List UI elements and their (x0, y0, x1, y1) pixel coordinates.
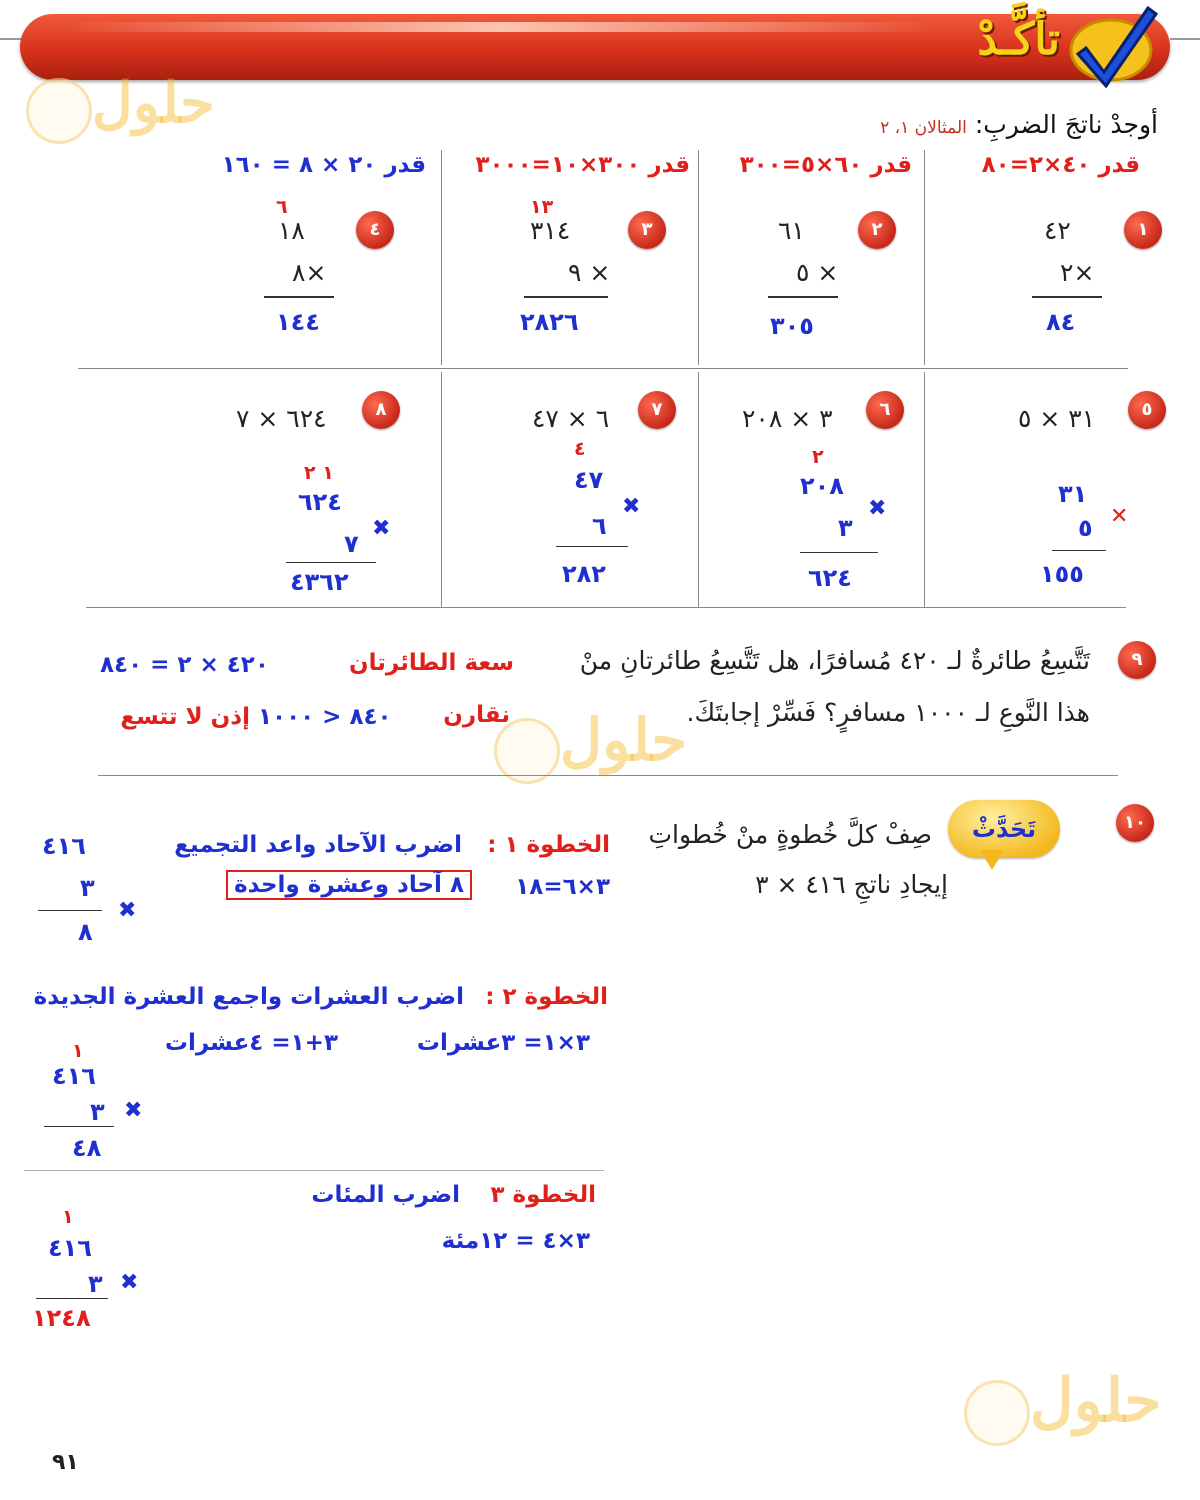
answer-9-compare-label: نقارن (443, 702, 510, 728)
step-1-answer: ٨ (78, 918, 93, 946)
step-3-text: اضرب المئات (311, 1182, 460, 1208)
watermark-text: حلول (92, 70, 215, 136)
answer-9-comparison: ٨٤٠ < ١٠٠٠ (258, 704, 392, 730)
answer: ٦٢٤ (808, 564, 852, 592)
step-2-multiplier: ٣ (90, 1098, 105, 1126)
exercise-number-10: ١٠ (1116, 804, 1154, 842)
step-2-calculation-1: ٣×١= ٣عشرات (416, 1030, 590, 1056)
grid-divider (698, 150, 699, 365)
solution-top: ٢٠٨ (800, 472, 844, 500)
solution-multiplier: ٣ (838, 514, 853, 542)
answer-rule (524, 296, 608, 298)
problem-7: ٦ × ٤٧ (532, 404, 610, 433)
multiplier: ٨× (292, 258, 327, 287)
answer-rule (800, 552, 878, 553)
exercise-number-2: ٢ (858, 211, 896, 249)
answer-9-expression: ٤٢٠ × ٢ = ٨٤٠ (100, 652, 269, 678)
times-icon: ✖ (868, 496, 887, 521)
carry-digits: ٢ (812, 446, 824, 468)
grid-divider (698, 372, 699, 607)
times-icon: ✖ (372, 516, 391, 541)
carry-digits: ٤ (574, 438, 586, 460)
answer-rule (264, 296, 334, 298)
watermark-text: حلول (560, 706, 688, 774)
times-icon: ✖ (120, 1270, 139, 1295)
multiplier: ٩ × (568, 258, 611, 287)
grid-divider (924, 150, 925, 365)
times-icon: ✖ (118, 898, 137, 923)
checkmark-icon (1056, 0, 1166, 90)
exercise-number-9: ٩ (1118, 641, 1156, 679)
answer: ٣٠٥ (770, 312, 814, 340)
grid-divider (78, 368, 1128, 369)
step-1-multiplier: ٣ (80, 874, 95, 902)
step-2-label: الخطوة ٢ : (485, 984, 608, 1010)
answer: ١٥٥ (1040, 560, 1084, 588)
exercise-number-6: ٦ (866, 391, 904, 429)
step-1-label: الخطوة ١ : (487, 832, 610, 858)
question-10-line-2: إيجادِ ناتجِ ٤١٦ × ٣ (755, 870, 948, 899)
multiplicand: ٣١٤ (530, 216, 571, 245)
answer: ٢٨٢٦ (520, 308, 579, 336)
step-2-text: اضرب العشرات واجمع العشرة الجديدة (33, 984, 464, 1010)
exercise-number-1: ١ (1124, 211, 1162, 249)
step-3-multiplier: ٣ (88, 1270, 103, 1298)
problem-8: ٦٢٤ × ٧ (236, 404, 327, 433)
answer-rule (286, 562, 376, 563)
carry-digits: ٦ (276, 196, 288, 218)
carry-digits: ١٣ (530, 196, 554, 218)
carry-digits: ١ (62, 1206, 74, 1228)
answer-rule (44, 1126, 114, 1127)
instruction-text: أوجدْ ناتجَ الضربِ: (974, 110, 1158, 139)
estimate-1: قدر ٤٠×٢=٨٠ (981, 152, 1140, 178)
question-10-line-1: صِفْ كلَّ خُطوةٍ منْ خُطواتِ (648, 820, 932, 849)
step-2-multiplicand: ٤١٦ (52, 1062, 96, 1090)
estimate-2: قدر ٦٠×٥=٣٠٠ (739, 152, 912, 178)
exercise-number-5: ٥ (1128, 391, 1166, 429)
instruction (880, 110, 1158, 139)
problem-5: ٣١ × ٥ (1018, 404, 1096, 433)
answer: ٤٣٦٢ (290, 568, 349, 596)
answer-rule (1052, 550, 1106, 551)
section-title: تأكَّـدْ (977, 14, 1060, 65)
solution-multiplier: ٥ (1078, 514, 1093, 542)
grid-divider (441, 372, 442, 607)
grid-divider (924, 372, 925, 607)
question-9-line-2: هذا النَّوعِ لـ ١٠٠٠ مسافرٍ؟ فَسِّرْ إجابتَكَ. (686, 698, 1090, 727)
step-3-multiplicand: ٤١٦ (48, 1234, 92, 1262)
answer-9-conclusion: إذن لا تتسع (120, 704, 250, 730)
answer-rule (1032, 296, 1102, 298)
step-3-answer: ١٢٤٨ (32, 1304, 91, 1332)
multiplier: ٥ × (796, 258, 839, 287)
answer-rule (556, 546, 628, 547)
carry-digits: ١ ٢ (304, 462, 334, 484)
estimate-3: قدر ٣٠٠×١٠=٣٠٠٠ (475, 152, 690, 178)
times-icon: ✕ (1110, 504, 1129, 529)
header-rule-right (1170, 38, 1200, 40)
step-3-calculation: ٣×٤ = ١٢مئة (441, 1228, 590, 1254)
section-divider (86, 607, 1126, 608)
grid-divider (441, 150, 442, 365)
talk-badge: تَحَدَّثْ (948, 800, 1060, 858)
exercise-number-3: ٣ (628, 211, 666, 249)
watermark-text: حلول (1030, 1366, 1162, 1436)
step-1-text: اضرب الآحاد واعد التجميع (174, 832, 462, 858)
step-1-calculation: ٣×٦=١٨ (515, 874, 610, 900)
answer-rule (38, 910, 102, 911)
banner-highlight (60, 22, 940, 32)
section-divider (98, 775, 1118, 776)
answer-rule (36, 1298, 108, 1299)
solution-top: ٣١ (1058, 480, 1088, 508)
instruction-reference: المثالان ١، ٢ (880, 118, 967, 138)
step-3-label: الخطوة ٣ (490, 1182, 596, 1208)
times-icon: ✖ (622, 494, 641, 519)
multiplier: ٢× (1060, 258, 1095, 287)
times-icon: ✖ (124, 1098, 143, 1123)
solution-multiplier: ٧ (344, 530, 359, 558)
answer-9-label: سعة الطائرتان (349, 650, 514, 676)
talk-badge-tail (980, 850, 1004, 870)
answer: ٨٤ (1046, 308, 1076, 336)
solution-multiplier: ٦ (592, 512, 607, 540)
answer-rule (768, 296, 838, 298)
watermark-logo-icon (26, 78, 92, 144)
page-number: ٩١ (52, 1450, 79, 1475)
watermark-logo-icon (964, 1380, 1030, 1446)
solution-top: ٤٧ (574, 466, 604, 494)
problem-6: ٣ × ٢٠٨ (742, 404, 833, 433)
exercise-number-7: ٧ (638, 391, 676, 429)
multiplicand: ١٨ (278, 216, 305, 245)
multiplicand: ٤٢ (1044, 216, 1071, 245)
exercise-number-4: ٤ (356, 211, 394, 249)
answer: ١٤٤ (276, 308, 320, 336)
solution-top: ٦٢٤ (298, 488, 342, 516)
section-divider (24, 1170, 604, 1171)
step-2-answer: ٤٨ (72, 1134, 102, 1162)
carry-digits: ١ (72, 1040, 84, 1062)
step-2-calculation-2: ٣+١= ٤عشرات (164, 1030, 338, 1056)
question-9-line-1: تَتَّسِعُ طائرةٌ لـ ٤٢٠ مُسافرًا، هل تَتَّسِعُ طائرتانِ منْ (579, 646, 1090, 675)
exercise-number-8: ٨ (362, 391, 400, 429)
multiplicand: ٦١ (778, 216, 805, 245)
step-1-multiplicand: ٤١٦ (42, 832, 86, 860)
answer: ٢٨٢ (562, 560, 606, 588)
step-1-result-box: ٨ آحاد وعشرة واحدة (226, 870, 472, 900)
estimate-4: قدر ٢٠ × ٨ = ١٦٠ (221, 152, 426, 178)
